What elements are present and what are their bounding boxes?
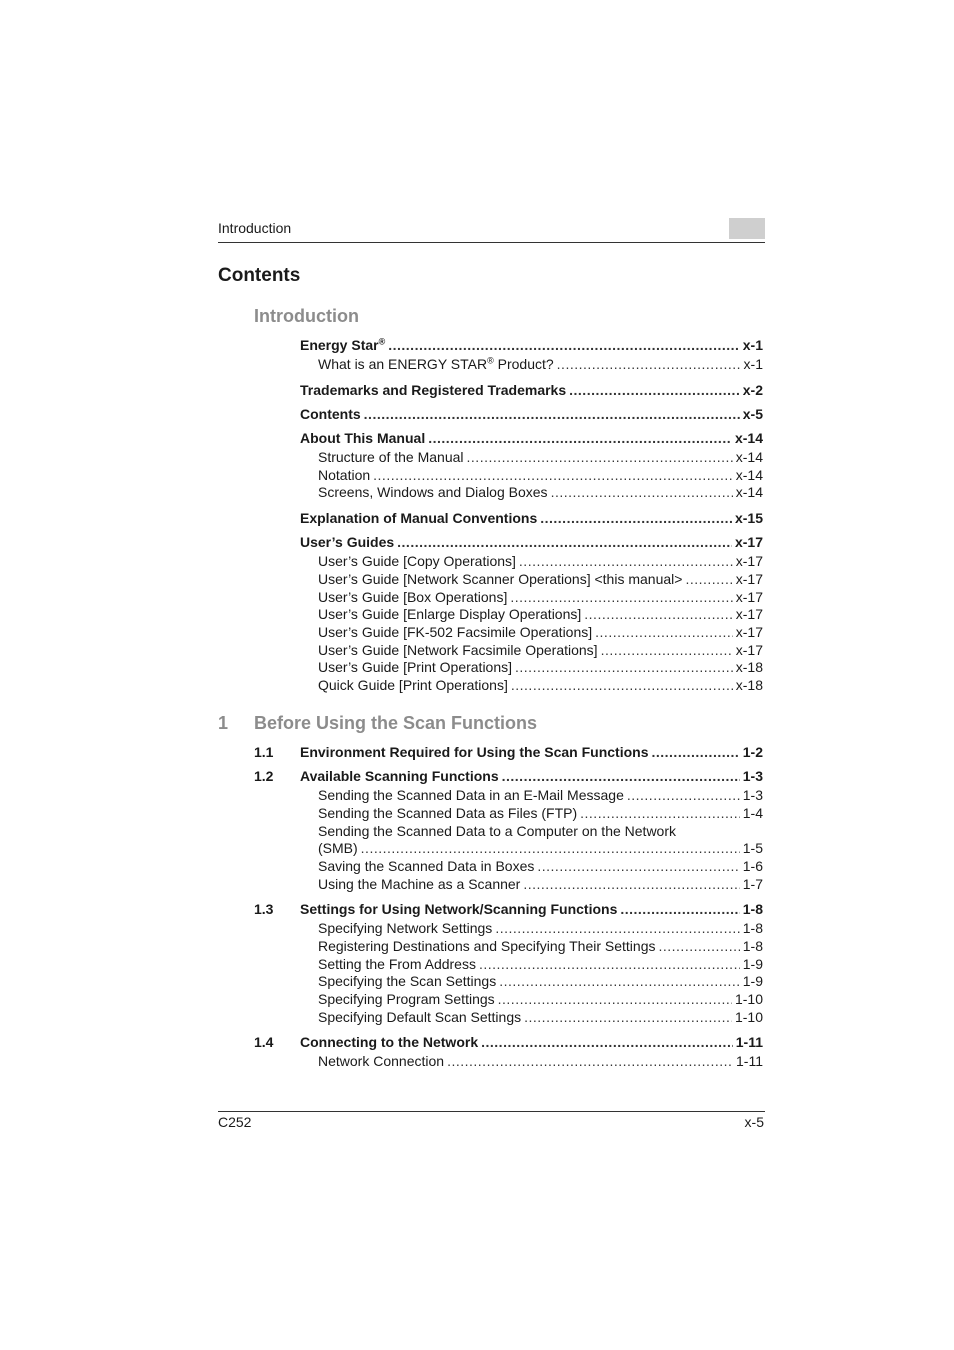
toc-entry-boxes[interactable] — [318, 857, 763, 875]
dot-leader — [364, 405, 740, 423]
dot-leader — [373, 466, 733, 484]
section-number: 1.2 — [254, 768, 274, 784]
toc-label: Trademarks and Registered Trademarks — [300, 382, 567, 398]
toc-page: x-2 — [742, 382, 763, 398]
toc-entry-notation[interactable] — [318, 466, 763, 484]
dot-leader — [502, 767, 740, 785]
dot-leader — [620, 900, 739, 918]
toc-page: x-17 — [735, 606, 763, 622]
toc-page: x-18 — [735, 659, 763, 675]
toc-page: x-14 — [735, 484, 763, 500]
toc-label-suffix: Product? — [493, 356, 554, 372]
toc-entry-email[interactable] — [318, 786, 763, 804]
toc-label: Notation — [318, 467, 371, 483]
dot-leader — [515, 658, 733, 676]
toc-page: 1-10 — [734, 991, 763, 1007]
toc-entry-ug-network-scanner[interactable] — [318, 570, 763, 588]
toc-label: User’s Guide [Network Scanner Operations] <this manual> — [318, 571, 683, 587]
toc-entry-trademarks[interactable] — [300, 381, 763, 399]
toc-page: 1-9 — [742, 973, 763, 989]
toc-label: User’s Guide [Enlarge Display Operations] — [318, 606, 582, 622]
section-title: Introduction — [254, 306, 359, 326]
dot-leader — [361, 839, 740, 857]
dot-leader — [498, 990, 732, 1008]
toc-label: Quick Guide [Print Operations] — [318, 677, 508, 693]
toc-page: 1-8 — [742, 901, 763, 917]
registered-mark: ® — [487, 355, 494, 366]
toc-page: 1-4 — [742, 805, 763, 821]
toc-entry-ug-network-fax[interactable] — [318, 641, 763, 659]
dot-leader — [601, 641, 733, 659]
toc-entry-ug-enlarge[interactable] — [318, 605, 763, 623]
toc-page: 1-8 — [742, 938, 763, 954]
toc-label: Explanation of Manual Conventions — [300, 510, 538, 526]
dot-leader — [685, 570, 732, 588]
toc-entry-ftp[interactable] — [318, 804, 763, 822]
toc-label: (SMB) — [318, 840, 358, 856]
page-title: Contents — [218, 265, 301, 286]
toc-entry-ug-print[interactable] — [318, 658, 763, 676]
toc-page: 1-2 — [742, 744, 763, 760]
toc-page: x-14 — [735, 449, 763, 465]
section-number: 1.4 — [254, 1034, 274, 1050]
toc-entry-explanation[interactable] — [300, 509, 763, 527]
dot-leader — [510, 588, 732, 606]
toc-entry-1-2[interactable] — [300, 767, 763, 785]
toc-page: x-1 — [743, 356, 763, 372]
toc-entry-program-settings[interactable] — [318, 990, 763, 1008]
toc-page: x-17 — [735, 642, 763, 658]
toc-label: Registering Destinations and Specifying Their Settings — [318, 938, 656, 954]
toc-entry-default-scan[interactable] — [318, 1008, 763, 1026]
toc-entry-scanner[interactable] — [318, 875, 763, 893]
dot-leader — [447, 1052, 733, 1070]
dot-leader — [519, 552, 733, 570]
toc-label: User’s Guide [Copy Operations] — [318, 553, 516, 569]
toc-label: Contents — [300, 406, 361, 422]
toc-entry-ug-copy[interactable] — [318, 552, 763, 570]
dot-leader — [523, 875, 739, 893]
header-rule — [218, 242, 765, 243]
toc-label: Network Connection — [318, 1053, 445, 1069]
toc-entry-scan-settings[interactable] — [318, 972, 763, 990]
dot-leader — [580, 804, 740, 822]
toc-entry-structure[interactable] — [318, 448, 763, 466]
toc-entry-ug-box[interactable] — [318, 588, 763, 606]
dot-leader — [627, 786, 740, 804]
toc-label: User’s Guides — [300, 534, 395, 550]
toc-label: Specifying Default Scan Settings — [318, 1009, 522, 1025]
toc-page: 1-11 — [736, 1053, 763, 1069]
toc-label: User’s Guide [Box Operations] — [318, 589, 508, 605]
toc-entry-quick-print[interactable] — [318, 676, 763, 694]
toc-entry-about-manual[interactable] — [300, 429, 763, 447]
toc-label: Specifying Network Settings — [318, 920, 493, 936]
toc-entry-contents[interactable] — [300, 405, 763, 423]
toc-page: 1-7 — [742, 876, 763, 892]
toc-entry-ug-fk502[interactable] — [318, 623, 763, 641]
toc-page: x-15 — [734, 510, 763, 526]
toc-label: Structure of the Manual — [318, 449, 464, 465]
chapter-number: 1 — [218, 713, 229, 733]
section-number: 1.1 — [254, 744, 274, 760]
toc-page: 1-9 — [742, 956, 763, 972]
dot-leader — [495, 919, 739, 937]
toc-entry-net-settings[interactable] — [318, 919, 763, 937]
footer-rule — [218, 1111, 765, 1112]
toc-label: Specifying the Scan Settings — [318, 973, 497, 989]
toc-label: Energy Star — [300, 337, 379, 353]
toc-entry-1-4[interactable] — [300, 1033, 763, 1051]
toc-label: About This Manual — [300, 430, 426, 446]
toc-page: x-17 — [735, 571, 763, 587]
dot-leader — [481, 1033, 733, 1051]
toc-page: 1-11 — [735, 1034, 763, 1050]
dot-leader — [467, 448, 733, 466]
toc-page: 1-10 — [734, 1009, 763, 1025]
running-head: Introduction — [218, 220, 292, 236]
section-number: 1.3 — [254, 901, 274, 917]
dot-leader — [557, 355, 741, 373]
toc-entry-1-1[interactable] — [300, 743, 763, 761]
toc-page: x-17 — [735, 553, 763, 569]
dot-leader — [584, 605, 732, 623]
toc-label: Screens, Windows and Dialog Boxes — [318, 484, 548, 500]
dot-leader — [651, 743, 739, 761]
toc-entry-from-address[interactable] — [318, 955, 763, 973]
toc-page: 1-8 — [742, 920, 763, 936]
section-title: Before Using the Scan Functions — [254, 713, 538, 733]
dot-leader — [397, 533, 732, 551]
toc-page: x-14 — [735, 467, 763, 483]
dot-leader — [388, 336, 740, 354]
toc-page: x-14 — [734, 430, 763, 446]
header-tab-box — [729, 218, 765, 239]
toc-page: 1-3 — [742, 768, 763, 784]
toc-label: Saving the Scanned Data in Boxes — [318, 858, 535, 874]
toc-label: User’s Guide [Print Operations] — [318, 659, 513, 675]
toc-entry-1-3[interactable] — [300, 900, 763, 918]
footer-model: C252 — [218, 1114, 252, 1130]
toc-entry-users-guides[interactable] — [300, 533, 763, 551]
toc-label: Environment Required for Using the Scan Functions — [300, 744, 649, 760]
dot-leader — [569, 381, 740, 399]
toc-label: User’s Guide [FK-502 Facsimile Operations] — [318, 624, 593, 640]
dot-leader — [524, 1008, 732, 1026]
toc-page: x-1 — [742, 337, 763, 353]
footer-page-number: x-5 — [744, 1114, 764, 1130]
toc-page: x-17 — [735, 624, 763, 640]
toc-label: Using the Machine as a Scanner — [318, 876, 521, 892]
toc-entry-smb[interactable] — [318, 839, 763, 857]
dot-leader — [428, 429, 732, 447]
toc-label: Setting the From Address — [318, 956, 476, 972]
toc-label: Connecting to the Network — [300, 1034, 479, 1050]
toc-entry-what-is-energy-star[interactable] — [318, 355, 763, 373]
toc-page: 1-3 — [742, 787, 763, 803]
dot-leader — [595, 623, 733, 641]
toc-entry-energy-star[interactable] — [300, 336, 763, 354]
dot-leader — [511, 676, 733, 694]
toc-page: x-5 — [742, 406, 763, 422]
toc-label: Specifying Program Settings — [318, 991, 495, 1007]
dot-leader — [540, 509, 732, 527]
toc-label: Settings for Using Network/Scanning Functions — [300, 901, 618, 917]
toc-entry-network-connection[interactable] — [318, 1052, 763, 1070]
dot-leader — [551, 483, 733, 501]
dot-leader — [499, 972, 740, 990]
toc-page: x-17 — [734, 534, 763, 550]
toc-label: Available Scanning Functions — [300, 768, 499, 784]
toc-page: x-17 — [735, 589, 763, 605]
toc-entry-screens[interactable] — [318, 483, 763, 501]
dot-leader — [658, 937, 739, 955]
dot-leader — [479, 955, 740, 973]
toc-page: x-18 — [735, 677, 763, 693]
toc-label: Sending the Scanned Data as Files (FTP) — [318, 805, 578, 821]
toc-label: User’s Guide [Network Facsimile Operations] — [318, 642, 598, 658]
toc-entry-destinations[interactable] — [318, 937, 763, 955]
toc-label: What is an ENERGY STAR — [318, 356, 488, 372]
toc-page: 1-5 — [742, 840, 763, 856]
toc-entry-smb-line-1[interactable]: Sending the Scanned Data to a Computer on the Network — [318, 823, 676, 839]
toc-label: Sending the Scanned Data in an E-Mail Message — [318, 787, 624, 803]
registered-mark: ® — [378, 336, 386, 347]
toc-page: 1-6 — [742, 858, 763, 874]
dot-leader — [537, 857, 739, 875]
